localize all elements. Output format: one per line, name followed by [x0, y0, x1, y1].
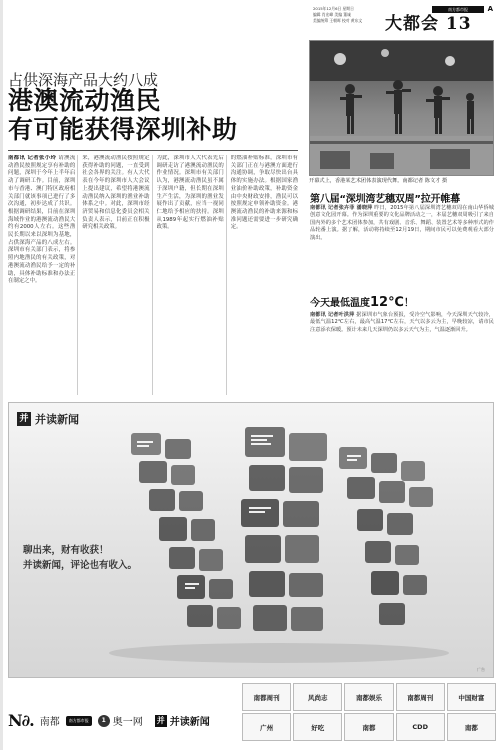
ad-brand-logo	[17, 411, 79, 427]
page-header	[313, 6, 499, 38]
header-editor: 编辑 肖宏峰 美编 董诚	[313, 11, 351, 17]
festival-body	[310, 205, 494, 242]
nd-paper-pill: 南方都市报	[66, 716, 92, 726]
article-column-2: 来，港澳流动渔民按照规定获得补助的问题，一直受到社会各界的关注。有人大代表在今年的深圳市人大会议上提出建议，希望将港澳流动渔民纳入深圳的渔业补助体系之中。对此，深圳市经济贸易和信息化委员会相关负责人表示，目前正在积极研究相关政策。	[82, 155, 152, 395]
partner-logo: 南都娱乐	[344, 683, 393, 711]
advertisement	[8, 402, 494, 678]
weather-title-prefix: 今天最低温度	[310, 298, 370, 309]
weather-text: 据深圳市气象台预报，受冷空气影响，今天深圳天气较冷，最低气温12℃左右，最高气温17℃左右，天气以多云为主，早晚较凉，请市民注意添衣保暖。预计未来几天深圳仍以多云天气为主，气温逐渐回升。	[310, 312, 494, 333]
partner-logo: 南都周刊	[242, 683, 291, 711]
article-column-1-text: 请澳流动渔民按照规定享有补助的问题，深圳于今年上半年启动了调研工作。目前，深圳市与香港、澳门特区政府相关部门就该事项已进行了多次沟通，初步达成了共识。根据调研结果，目前在深圳海域作业的港澳流动渔民大约有2000人左右。这些渔民长期以来以深圳为基地，占供深海产品的八成左右。深圳市有关部门表示，将参照内地渔民的有关政策，对港澳流动渔民给予一定的补助，具体补助标准和办法正在制定之中。	[8, 155, 76, 285]
festival-text: 昨日，2015年第八届深圳湾艺穗双周在南山华侨城创意文化园开幕。作为深圳重要的文化品牌活动之一，本届艺穗双周吸引了来自国内外的多个艺术团体参加，共有戏剧、音乐、舞蹈、装置艺术等多种形式的作品轮番上演。据了解，活动将持续至12月19日，期间市民可以免费观看大部分演出。	[310, 205, 494, 241]
section-name: 大都会	[385, 14, 439, 34]
partner-logo: 好吃	[293, 713, 342, 741]
article-body	[8, 155, 300, 395]
ad-slogan-line-2: 并读新闻，评论也有收入。	[23, 560, 138, 571]
header-date: 2015年12月6日 星期日	[313, 6, 354, 11]
ad-slogan-line-1: 聊出来，财有收获！	[23, 545, 109, 556]
headline-rule	[8, 150, 298, 151]
header-meta	[313, 6, 383, 23]
article-column-3: 为此，深圳市人大代表先后调研走访了港澳流动渔民的作业情况。深圳市有关部门认为，港澳流动渔民虽不属于深圳户籍，但长期在深圳生产生活，为深圳的渔业发展作出了贡献，应当一视同仁地给予相应的扶持。深圳从1989年起实行燃油补贴政策。	[157, 155, 227, 395]
ad-brand-name: 并读新闻	[35, 413, 79, 426]
page-letter: A	[487, 5, 493, 13]
article-kicker: 占供深海产品大约八成	[8, 71, 159, 89]
nd-logo: N∂.	[8, 711, 34, 730]
bingdu-mark: 并	[156, 715, 165, 725]
partner-logo: 中国财富	[447, 683, 496, 711]
yiwang-name: 奥一网	[112, 717, 143, 728]
weather-body	[310, 312, 494, 334]
festival-byline: 南都讯 记者张卉菲 潘晓萍	[310, 205, 373, 211]
paper-name-tab: 南方都市报	[432, 6, 484, 13]
headline-line-2: 有可能获得深圳补助	[8, 115, 238, 144]
article-byline: 南都讯 记者张小玲	[8, 155, 57, 161]
headline-line-1: 港澳流动渔民	[8, 86, 162, 115]
page-number: 13	[445, 14, 472, 34]
partner-logo: 南都	[447, 713, 496, 741]
weather-temp: 12℃	[370, 295, 404, 310]
ad-slogan	[23, 543, 137, 573]
bingdu-logo	[155, 713, 210, 728]
article-column-1	[8, 155, 78, 395]
page-footer	[8, 683, 494, 741]
weather-byline: 南都讯 记者叶洪萍	[310, 312, 355, 318]
partner-logo: 南都	[344, 713, 393, 741]
ad-illustration	[9, 403, 494, 678]
article-column-4: 的燃油补贴标准，深圳市有关部门正在与港澳方面进行沟通协调，争取尽快出台具体的实施办法。根据国家渔业油价补助政策，补助资金由中央财政安排，渔民可以按照规定申领补助资金。港澳流动渔民的补助来源和标准问题还需要进一步研究确定。	[230, 155, 298, 231]
photo-caption: 开幕式上，香港某艺术团体表演现代舞。南都记者 陈文才 摄	[309, 178, 448, 184]
yiwang-logo	[98, 713, 143, 728]
partner-logo: 风尚志	[293, 683, 342, 711]
weather-headline	[310, 294, 414, 310]
ad-brand-mark: 并	[17, 412, 31, 426]
page-edge	[0, 0, 3, 750]
ad-credit: 广告	[477, 667, 485, 672]
news-photo	[309, 40, 494, 176]
partner-logo: CDD	[396, 713, 445, 741]
weather-title-suffix: ！	[403, 298, 414, 309]
partner-logos	[242, 683, 496, 741]
bingdu-name: 并读新闻	[169, 717, 210, 728]
partner-logo: 南都周刊	[396, 683, 445, 711]
article-headline	[8, 86, 298, 144]
yiwang-badge: 1	[98, 715, 110, 727]
header-designer: 美编统筹 王朝晖 校对 黄东文	[313, 17, 363, 23]
photo-illustration	[310, 41, 494, 176]
footer-brands	[8, 711, 210, 730]
nd-logo-text: 南都	[39, 717, 60, 728]
festival-headline: 第八届“深圳湾艺穗双周”拉开帷幕	[310, 194, 460, 205]
partner-logo: 广州	[242, 713, 291, 741]
